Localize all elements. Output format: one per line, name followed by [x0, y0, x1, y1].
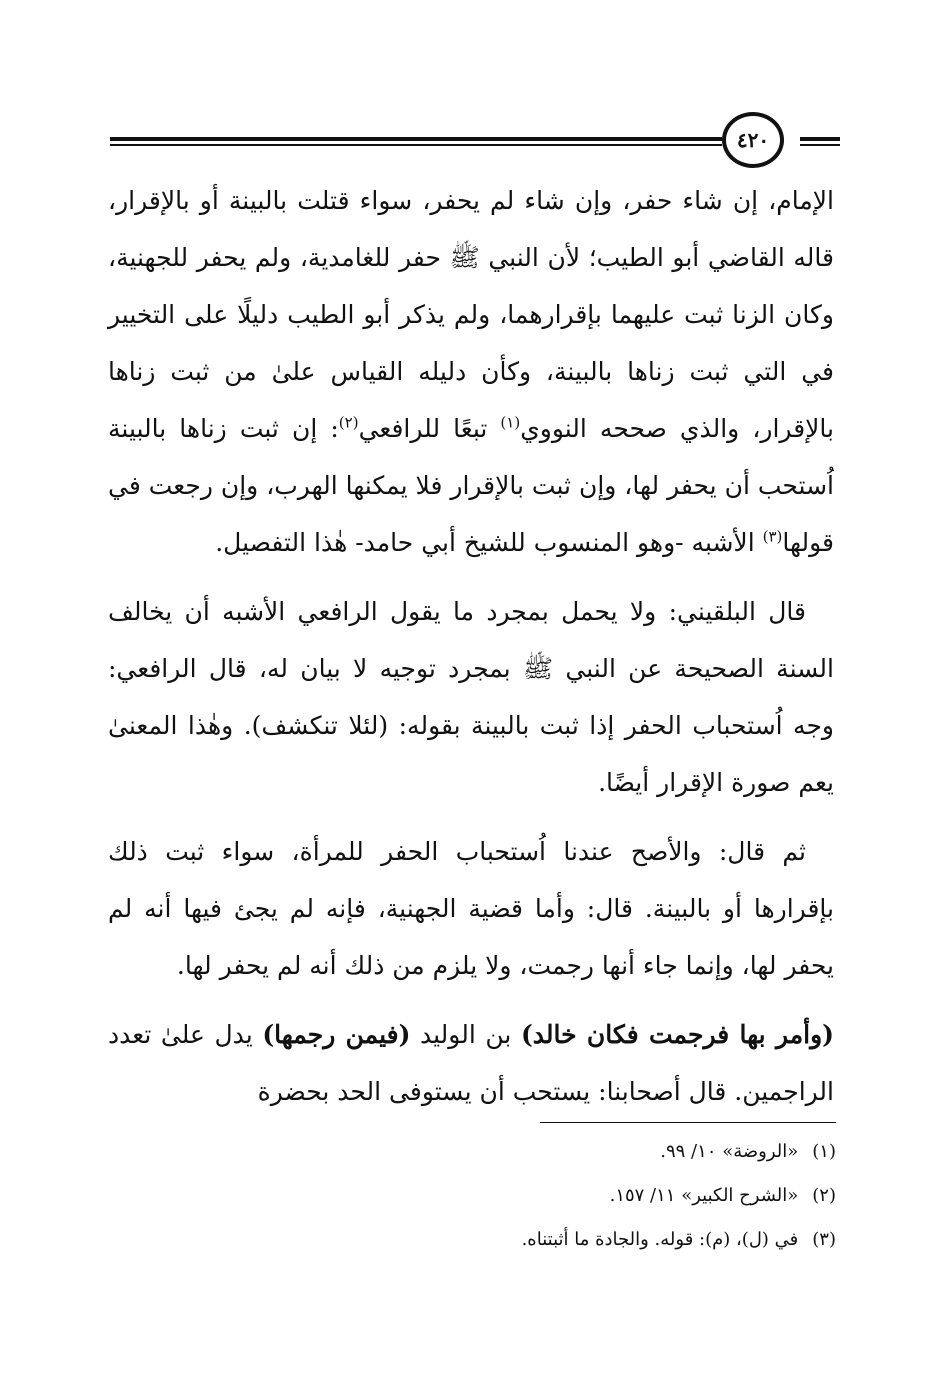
footnote-ref-3[interactable]: (٣) [762, 527, 783, 546]
header-rule-stub [800, 137, 840, 141]
footnote-2: (٢)«الشرح الكبير» ١١/ ١٥٧. [609, 1185, 836, 1206]
footnote-ref-1[interactable]: (١) [500, 413, 521, 432]
footnotes [300, 1138, 836, 1270]
footnote-ref-2[interactable]: (٢) [338, 413, 359, 432]
footnote-1: (١)«الروضة» ١٠/ ٩٩. [660, 1141, 836, 1162]
paragraph-2: قال البلقيني: ولا يحمل بمجرد ما يقول الرافعي الأشبه أن يخالف السنة الصحيحة عن النبي ﷺ بمجرد توجيه لا بيان له، قال الرافعي: وجه اُستحباب الحفر إذا ثبت بالبينة بقوله: (لئلا تنكشف). وهٰذا المعنىٰ يعم صورة الإقرار أيضًا. [108, 597, 834, 797]
header-rule-thin [110, 144, 722, 146]
header-rule [110, 137, 722, 141]
footnote-divider [540, 1122, 836, 1123]
quoted-text-1: (وأمر بها فرجمت فكان خالد) [520, 1020, 835, 1049]
quoted-text-2: (فيمن رجمها) [262, 1020, 411, 1049]
paragraph-4: (وأمر بها فرجمت فكان خالد) بن الوليد (فيمن رجمها) يدل علىٰ تعدد الراجمين. قال أصحابنا: يستحب أن يستوفى الحد بحضرة [108, 1020, 835, 1106]
footnote-3: (٣)في (ل)، (م): قوله. والجادة ما أثبتناه. [521, 1229, 836, 1250]
header-rule-stub-thin [800, 144, 840, 146]
page-header [110, 110, 840, 170]
page-number: ٤٢٠ [722, 112, 784, 168]
main-text [108, 172, 834, 1132]
paragraph-1: الإمام، إن شاء حفر، وإن شاء لم يحفر، سواء قتلت بالبينة أو بالإقرار، قاله القاضي أبو الطيب؛ لأن النبي ﷺ حفر للغامدية، ولم يحفر للجهنية، وكان الزنا ثبت عليهما بإقرارهما، ولم يذكر أبو الطيب دليلًا على التخيير في التي ثبت زناها بالبينة، وكأن دليله القياس علىٰ من ثبت زناها بالإقرار، والذي صححه النووي$^{(١)}$ تبعًا للرافعي$^{(٢)}$: إن ثبت زناها بالبينة اُستحب أن يحفر لها، وإن ثبت بالإقرار فلا يمكنها الهرب، وإن رجعت في قولها$^{(٣)}$ الأشبه -وهو المنسوب للشيخ أبي حامد- هٰذا التفصيل. [108, 186, 834, 557]
paragraph-3: ثم قال: والأصح عندنا اُستحباب الحفر للمرأة، سواء ثبت ذلك بإقرارها أو بالبينة. قال: وأما قضية الجهنية، فإنه لم يجئ فيها أنه لم يحفر لها، وإنما جاء أنها رجمت، ولا يلزم من ذلك أنه لم يحفر لها. [108, 837, 834, 980]
